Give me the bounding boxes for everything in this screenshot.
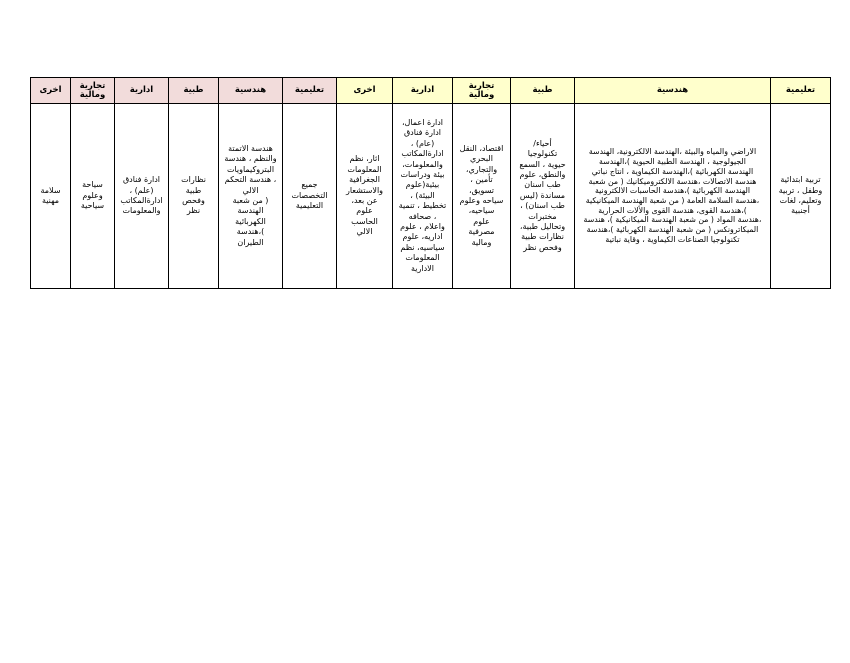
table-row <box>31 104 831 289</box>
header-cell: تعليمية <box>283 78 337 104</box>
header-cell: تجارية ومالية <box>71 78 115 104</box>
table-cell: سياحة وعلوم سياحية <box>71 104 115 289</box>
table-cell: هندسة الاتمتة والنظم ، هندسة البتروكيماويات ، هندسة التحكم الالي ( من شعبة الهندسة الكهربائية )،هندسة الطيران <box>219 104 283 289</box>
header-cell: طبية <box>169 78 219 104</box>
table-cell: أحياء/ تكنولوجيا حيوية ، السمع والنطق، علوم طب اسنان مساندة (ليس طب اسنان) ، مختبرات وتحاليل طبية، نظارات طبية وفحص نظر <box>511 104 575 289</box>
header-cell: هندسية <box>575 78 771 104</box>
specializations-table <box>30 77 831 289</box>
header-cell: اخرى <box>31 78 71 104</box>
header-cell: تجارية ومالية <box>453 78 511 104</box>
table-cell: نظارات طبية وفحص نظر <box>169 104 219 289</box>
header-row <box>31 78 831 104</box>
table-cell: اثار، نظم المعلومات الجغرافية والاستشعار عن بعد، علوم الحاسب الالي <box>337 104 393 289</box>
table-cell: سلامة مهنية <box>31 104 71 289</box>
table-cell: تربية ابتدائية وطفل ، تربية وتعليم، لغات أجنبية <box>771 104 831 289</box>
header-cell: تعليمية <box>771 78 831 104</box>
header-cell: ادارية <box>393 78 453 104</box>
table-cell: اقتصاد، النقل البحري والتجاري، تأمين ، تسويق، سياحه وعلوم سياحيه، علوم مصرفية ومالية <box>453 104 511 289</box>
header-cell: ادارية <box>115 78 169 104</box>
table-cell: جميع التخصصات التعليمية <box>283 104 337 289</box>
header-cell: هندسية <box>219 78 283 104</box>
table-cell: الاراضي والمياه والبيئة ،الهندسة الالكترونية، الهندسة الجيولوجية ، الهندسة الطبية الحيوية )،الهندسة الهندسة الكهربائية )،الهندسة الكيماوية ، انتاج نباتي هندسة الاتصالات ،هندسة الالكتروميكانيك ( من شعبة الهندسة الكهربائية )،هندسة الحاسبات الالكترونية ،هندسة السلامة العامة ( من شعبة الهندسة الميكانيكية )،هندسة القوى، هندسة القوى والألات الحرارية ،هندسة المواد ( من شعبة الهندسة الميكانيكية )، هندسة الميكاترونكس ( من شعبة الهندسة الكهربائية )،هندسة تكنولوجيا الصناعات الكيماوية ، وقاية نباتية <box>575 104 771 289</box>
table-cell: ادارة فنادق (علم) ، ادارةالمكاتب والمعلومات <box>115 104 169 289</box>
table-cell: ادارة اعمال، ادارة فنادق (عام) ، ادارةالمكاتب والمعلومات، بيئة ودراسات بيئية(علوم البيئة) ، تخطيط ، تنمية ، صحافه واعلام ، علوم اداريه، علوم سياسيه، نظم المعلومات الادارية <box>393 104 453 289</box>
header-cell: اخرى <box>337 78 393 104</box>
header-cell: طبية <box>511 78 575 104</box>
